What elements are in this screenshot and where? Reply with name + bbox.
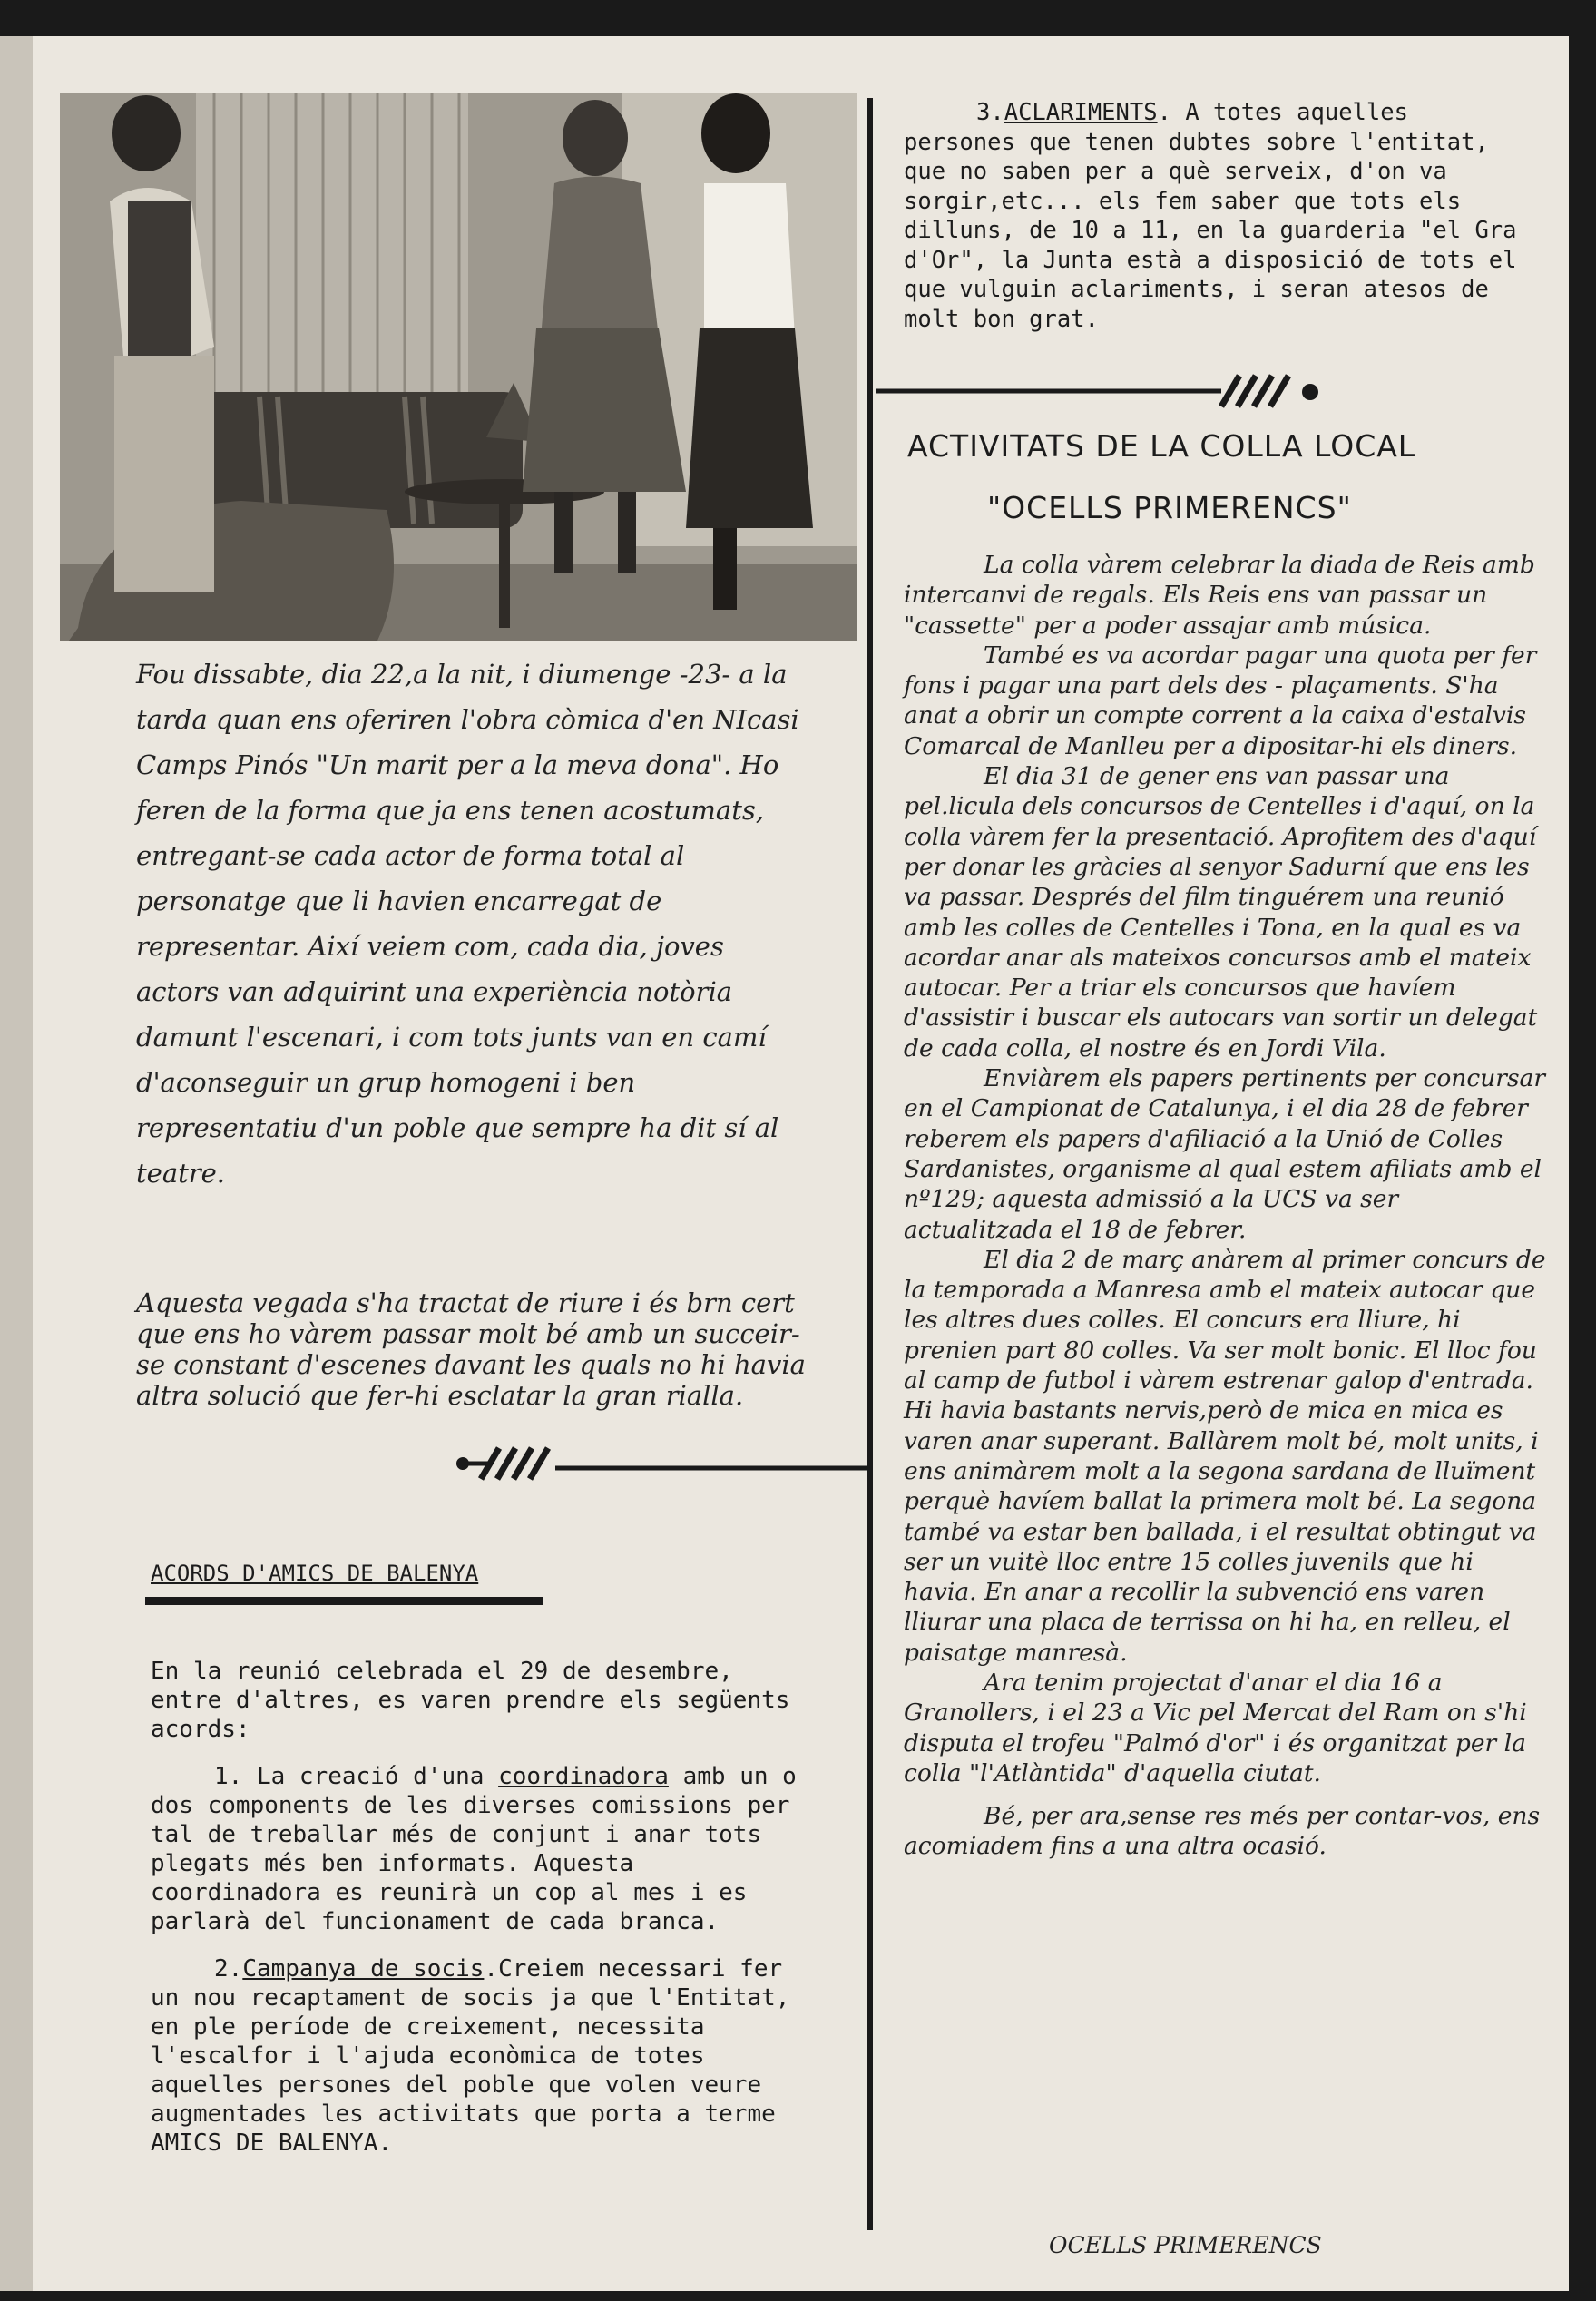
signature: OCELLS PRIMERENCS bbox=[1049, 2232, 1322, 2258]
aclariments-paragraph bbox=[904, 98, 1530, 334]
body-paragraph: La colla vàrem celebrar la diada de Reis amb intercanvi de regals. Els Reis ens van passar un "cassette" per a poder assajar amb música. bbox=[904, 551, 1535, 640]
item-text: . A totes aquelles persones que tenen dubtes sobre l'entitat, que no saben per a què serveix, d'on va sorgir,etc... els fem saber que tots els dilluns, de 10 a 11, en la guarderia "el Gra d'Or", la Junta està a disposició de tots el que vulguin aclariments, i seran atesos de molt bon grat. bbox=[904, 99, 1517, 333]
column-divider bbox=[867, 98, 873, 2230]
acords-heading: ACORDS D'AMICS DE BALENYA bbox=[151, 1561, 479, 1586]
caption-paragraph: Fou dissabte, dia 22,a la nit, i diumenge -23- a la tarda quan ens oferiren l'obra còmica d'en NIcasi Camps Pinós "Un marit per a la meva dona". Ho feren de la forma que ja ens tenen acostumats, entregant-se cada actor de forma total al personatge que li havien encarregat de representar. Així veiem com, cada dia, joves actors van adquirint una experiència notòria damunt l'escenari, i com tots junts van en camí d'aconseguir un grup homogeni i ben representatiu d'un poble que sempre ha dit sí al teatre. bbox=[136, 659, 799, 1189]
item-keyword: Campanya de socis bbox=[242, 1955, 485, 1983]
body-paragraph: També es va acordar pagar una quota per fer fons i pagar una part dels des - plaçaments. S'ha anat a obrir un compte corrent a la caixa d'estalvis Comarcal de Manlleu per a dipositar-hi els diners. bbox=[904, 641, 1537, 760]
item-text: amb un o dos components de les diverses comissions per tal de treballar més de conjunt i anar tots plegats més ben informats. Aquesta coordinadora es reunirà un cop al mes i es parlarà del funcionament de cada branca. bbox=[151, 1763, 797, 1935]
heading-underline bbox=[145, 1597, 543, 1605]
section-separator-ornament bbox=[876, 368, 1357, 414]
body-paragraph: Bé, per ara,sense res més per contar-vos, ens acomiadem fins a una altra ocasió. bbox=[904, 1802, 1541, 1861]
item-text: .Creiem necessari fer un nou recaptament de socis ja que l'Entitat, en ple període de creixement, necessita l'escalfor i l'ajuda econòmica de totes aquelles persones del poble que volen veure augmentades les activitats que porta a terme AMICS DE BALENYA. bbox=[151, 1955, 790, 2157]
acords-item-1 bbox=[151, 1762, 804, 1936]
body-paragraph: Enviàrem els papers pertinents per concursar en el Campionat de Catalunya, i el dia 28 de febrer reberem els papers d'afiliació a la Unió de Colles Sardanistes, organisme al qual estem afiliats amb el nº129; aquesta admissió a la UCS va ser actualitzada el 18 de febrer. bbox=[904, 1064, 1546, 1244]
section-separator-ornament bbox=[454, 1441, 871, 1486]
theatre-scene-image bbox=[60, 93, 857, 641]
page-edge bbox=[0, 36, 33, 2291]
item-keyword: coordinadora bbox=[498, 1763, 669, 1790]
item-prefix: 3. bbox=[976, 99, 1004, 126]
acords-intro: En la reunió celebrada el 29 de desembre, entre d'altres, es varen prendre els següents acords: bbox=[151, 1658, 790, 1743]
item-prefix: 2. bbox=[214, 1955, 243, 1983]
item-keyword: ACLARIMENTS bbox=[1004, 99, 1158, 126]
activitats-body bbox=[904, 550, 1552, 1862]
body-paragraph: El dia 2 de març anàrem al primer concurs de la temporada a Manresa amb el mateix autocar que les altres dues colles. El concurs era lliure, hi prenien part 80 colles. Va ser molt bonic. El lloc fou al camp de futbol i vàrem estrenar galop d'entrada. Hi havia bastants nervis,però de mica en mica es varen anar superant. Ballàrem molt bé, molt units, i ens animàrem molt a la segona sardana de lluïment perquè havíem ballat la primera molt bé. La segona també va estar ben ballada, i el resultat obtingut va ser un vuitè lloc entre 15 colles juvenils que hi havia. En anar a recollir la subvenció ens varen lliurar una placa de terrissa on hi ha, en relleu, el paisatge manresà. bbox=[904, 1245, 1546, 1667]
activitats-heading: ACTIVITATS DE LA COLLA LOCAL bbox=[907, 428, 1416, 464]
caption-paragraph: Aquesta vegada s'ha tractat de riure i és brn cert que ens ho vàrem passar molt bé amb un succeir-se constant d'escenes davant les quals no hi havia altra solució que fer-hi esclatar la gran rialla. bbox=[136, 1288, 806, 1411]
caption-second-paragraph bbox=[136, 1261, 808, 1437]
photo-caption bbox=[136, 651, 808, 1196]
body-paragraph: Ara tenim projectat d'anar el dia 16 a Granollers, i el 23 a Vic pel Mercat del Ram on s'hi disputa el trofeu "Palmó d'or" i és organitzat per la colla "l'Atlàntida" d'aquella ciutat. bbox=[904, 1668, 1527, 1787]
acords-body bbox=[151, 1657, 804, 2176]
body-paragraph: El dia 31 de gener ens van passar una pel.licula dels concursos de Centelles i d'aquí, on la colla vàrem fer la presentació. Aprofitem des d'aquí per donar les gràcies al senyor Sadurní que ens les va passar. Després del film tinguérem una reunió amb les colles de Centelles i Tona, en la qual es va acordar anar als mateixos concursos amb el mateix autocar. Per a triar els concursos que havíem d'assistir i buscar els autocars van sortir un delegat de cada colla, el nostre és en Jordi Vila. bbox=[904, 762, 1538, 1062]
item-prefix: 1. La creació d'una bbox=[214, 1763, 499, 1790]
activitats-subheading: "OCELLS PRIMERENCS" bbox=[987, 490, 1352, 525]
theatre-photo bbox=[60, 93, 857, 641]
acords-item-2 bbox=[151, 1954, 804, 2158]
